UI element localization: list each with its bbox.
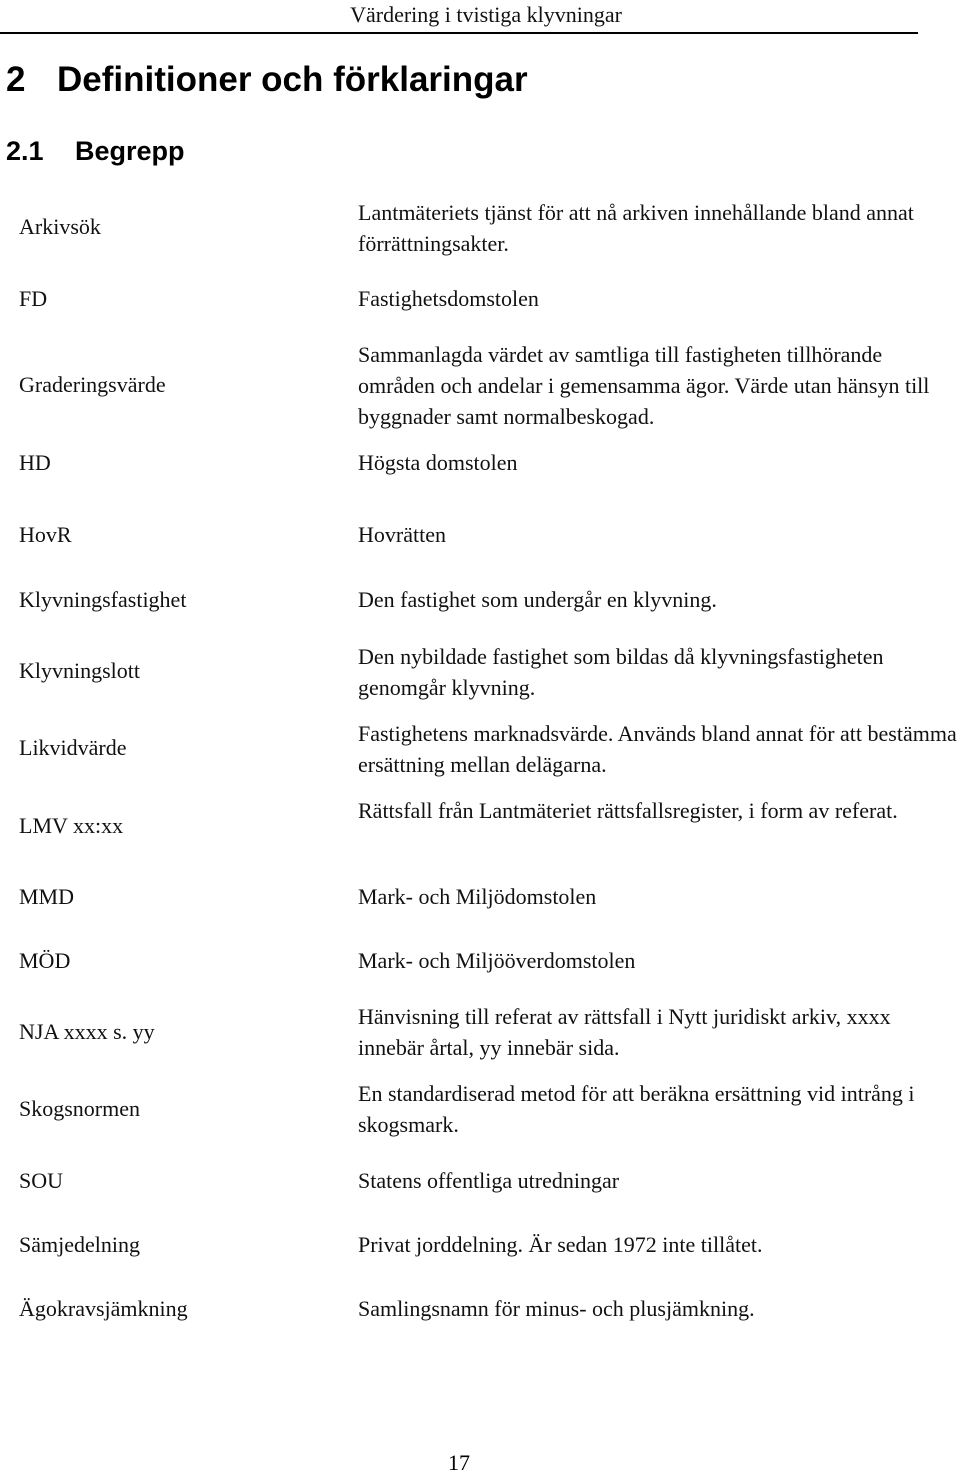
term: Skogsnormen [19, 1096, 140, 1121]
section-heading [6, 136, 185, 167]
chapter-heading [6, 60, 528, 100]
definition: Statens offentliga utredningar [358, 1168, 620, 1193]
definition: Mark- och Miljödomstolen [358, 884, 597, 909]
chapter-number: 2 [6, 60, 26, 99]
definition: Fastighetsdomstolen [358, 286, 539, 311]
definition: Sammanlagda värdet av samtliga till fastigheten tillhörande områden och andelar i gemensamma ägor. Värde utan hänsyn till byggnader samt normalbeskogad. [358, 342, 930, 429]
term: Graderingsvärde [19, 372, 166, 397]
term: Klyvningsfastighet [19, 587, 187, 612]
section-number: 2.1 [6, 136, 44, 166]
definition: Den fastighet som undergår en klyvning. [358, 587, 717, 612]
header-title: Värdering i tvistiga klyvningar [350, 2, 622, 27]
definition: Högsta domstolen [358, 450, 518, 475]
definition: Mark- och Miljööverdomstolen [358, 948, 636, 973]
header-rule [0, 32, 918, 34]
definition: Lantmäteriets tjänst för att nå arkiven innehållande bland annat förrättningsakter. [358, 200, 914, 256]
term: HovR [19, 522, 72, 547]
term: LMV xx:xx [19, 813, 124, 838]
term: MÖD [19, 948, 71, 973]
definition: Hovrätten [358, 522, 446, 547]
term: Sämjedelning [19, 1232, 140, 1257]
definition: Samlingsnamn för minus- och plusjämkning. [358, 1296, 755, 1321]
definition: Fastighetens marknadsvärde. Används bland annat för att bestämma ersättning mellan delägarna. [358, 721, 957, 777]
term: NJA xxxx s. yy [19, 1019, 155, 1044]
term: FD [19, 286, 48, 311]
definition: Den nybildade fastighet som bildas då klyvningsfastigheten genomgår klyvning. [358, 644, 884, 700]
page-number: 17 [448, 1450, 470, 1475]
section-title: Begrepp [75, 136, 185, 166]
term: SOU [19, 1168, 64, 1193]
term: Arkivsök [19, 214, 101, 239]
term: HD [19, 450, 51, 475]
term: MMD [19, 884, 75, 909]
definition: En standardiserad metod för att beräkna ersättning vid intrång i skogsmark. [358, 1081, 915, 1137]
term: Likvidvärde [19, 735, 127, 760]
definition: Privat jorddelning. Är sedan 1972 inte tillåtet. [358, 1232, 763, 1257]
chapter-title: Definitioner och förklaringar [57, 60, 528, 99]
term: Klyvningslott [19, 658, 141, 683]
term: Ägokravsjämkning [19, 1296, 188, 1321]
definition: Rättsfall från Lantmäteriet rättsfallsregister, i form av referat. [358, 798, 898, 823]
definition: Hänvisning till referat av rättsfall i Nytt juridiskt arkiv, xxxx innebär årtal, yy innebär sida. [358, 1004, 891, 1060]
